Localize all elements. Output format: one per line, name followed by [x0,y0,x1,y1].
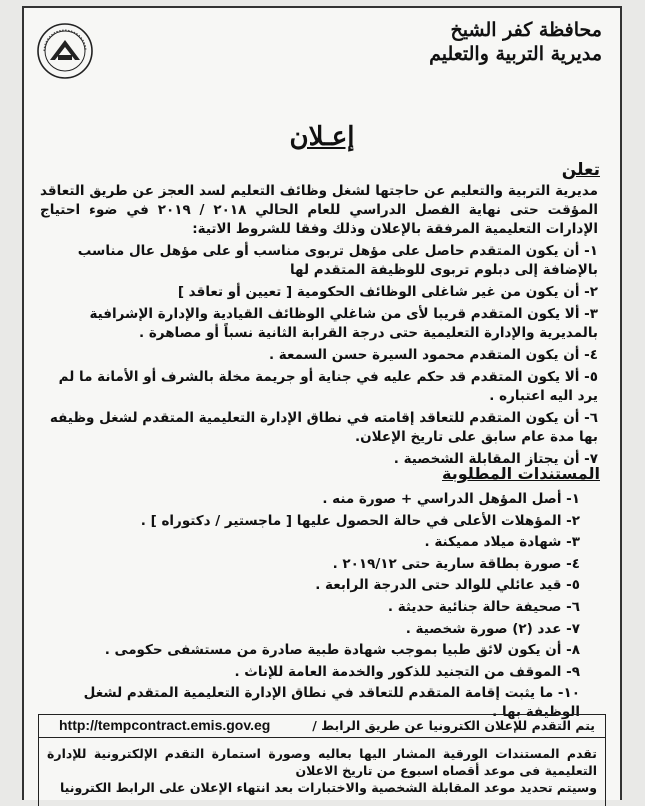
page-title: إعـلان [289,122,355,152]
ministry-logo-icon [36,22,94,80]
condition-item: ٣- ألا يكون المتقدم قريبا لأى من شاغلي الوظائف القيادية والإدارة الإشرافية بالمديرية والإدارة التعليمية حتى درجة القرابة الثانية نسباً أو مصاهرة . [89,306,598,341]
conditions-list [40,242,598,472]
documents-list [64,490,580,725]
document-item: ٤- صورة بطاقة سارية حتى ٢٠١٩/١٢ . [332,555,580,572]
condition-item: ١- أن يكون المتقدم حاصل على مؤهل تربوى مناسب أو على مؤهل عال مناسب بالإضافة إلى دبلوم تربوى للوظيفة المتقدم لها [77,243,598,278]
document-item: ٨- أن يكون لائق طبيا بموجب شهادة طبية صادرة من مستشفى حكومى . [104,642,580,659]
condition-item: ٤- أن يكون المتقدم محمود السيرة حسن السمعة . [268,347,598,363]
document-item: ٦- صحيفة حالة جنائية حديثة . [387,598,580,615]
document-item: ٧- عدد (٢) صورة شخصية . [405,620,580,637]
application-link[interactable]: http://tempcontract.emis.gov.eg [59,717,271,733]
document-item: ٢- المؤهلات الأعلى في حالة الحصول عليها [ ماجستير / دكتوراه ] . [140,512,580,529]
footer-notes [47,745,597,796]
document-item: ٣- شهادة ميلاد مميكنة . [424,534,580,551]
intro-paragraph: مديرية التربية والتعليم عن حاجتها لشغل وظائف التعليم لسد العجز عن طريق التعاقد المؤقت حتى نهاية الفصل الدراسي للعام الحالي ٢٠١٨ / ٢٠١٩ في ضوء احتياج الإدارات التعليمية المرفقة بالإعلان وذلك وفقا للشروط الاتية: [40,183,598,237]
submission-note: تقدم المستندات الورقية المشار اليها بعاليه وصورة استمارة التقدم الإلكترونية للإدارة التعليمية فى موعد أقصاه اسبوع من تاريخ الاعلان [47,746,597,778]
document-item: ١- أصل المؤهل الدراسي + صورة منه . [322,491,580,507]
announcement-sheet [22,6,622,800]
application-info-box [38,714,606,806]
link-instruction: يتم التقدم للإعلان الكترونيا عن طريق الرابط / [312,718,595,733]
letterhead [429,18,602,66]
announces-label: تعلن [561,160,600,180]
document-item: ١٠- ما يثبت إقامة المتقدم للتعاقد في نطاق الإدارة التعليمية المتقدم لشغل الوظيفة بها . [83,685,580,721]
condition-item: ٥- ألا يكون المتقدم قد حكم عليه في جناية أو جريمة مخلة بالشرف أو الأمانة ما لم يرد اليه اعتباره . [58,369,598,404]
document-item: ٩- الموقف من التجنيد للذكور والخدمة العامة للإناث . [234,663,580,680]
directorate-name: مديرية التربية والتعليم [429,43,602,65]
documents-heading: المستندات المطلوبة [441,464,600,483]
governorate-name: محافظة كفر الشيخ [450,19,602,41]
condition-item: ٦- أن يكون المتقدم للتعاقد إقامته في نطاق الإدارة التعليمية المتقدم لشغل وظيفه بها مدة عام سابق على تاريخ الإعلان. [49,410,598,445]
condition-item: ٧- أن يجتاز المقابلة الشخصية . [393,451,598,467]
link-row [39,715,605,738]
document-item: ٥- قيد عائلي للوالد حتى الدرجة الرابعة . [315,577,580,594]
interview-note: وسيتم تحديد موعد المقابلة الشخصية والاختبارات بعد انتهاء الإعلان على الرابط الكترونيا [59,780,597,795]
condition-item: ٢- أن يكون من غير شاغلى الوظائف الحكومية [ تعيين أو تعاقد ] [177,284,598,300]
